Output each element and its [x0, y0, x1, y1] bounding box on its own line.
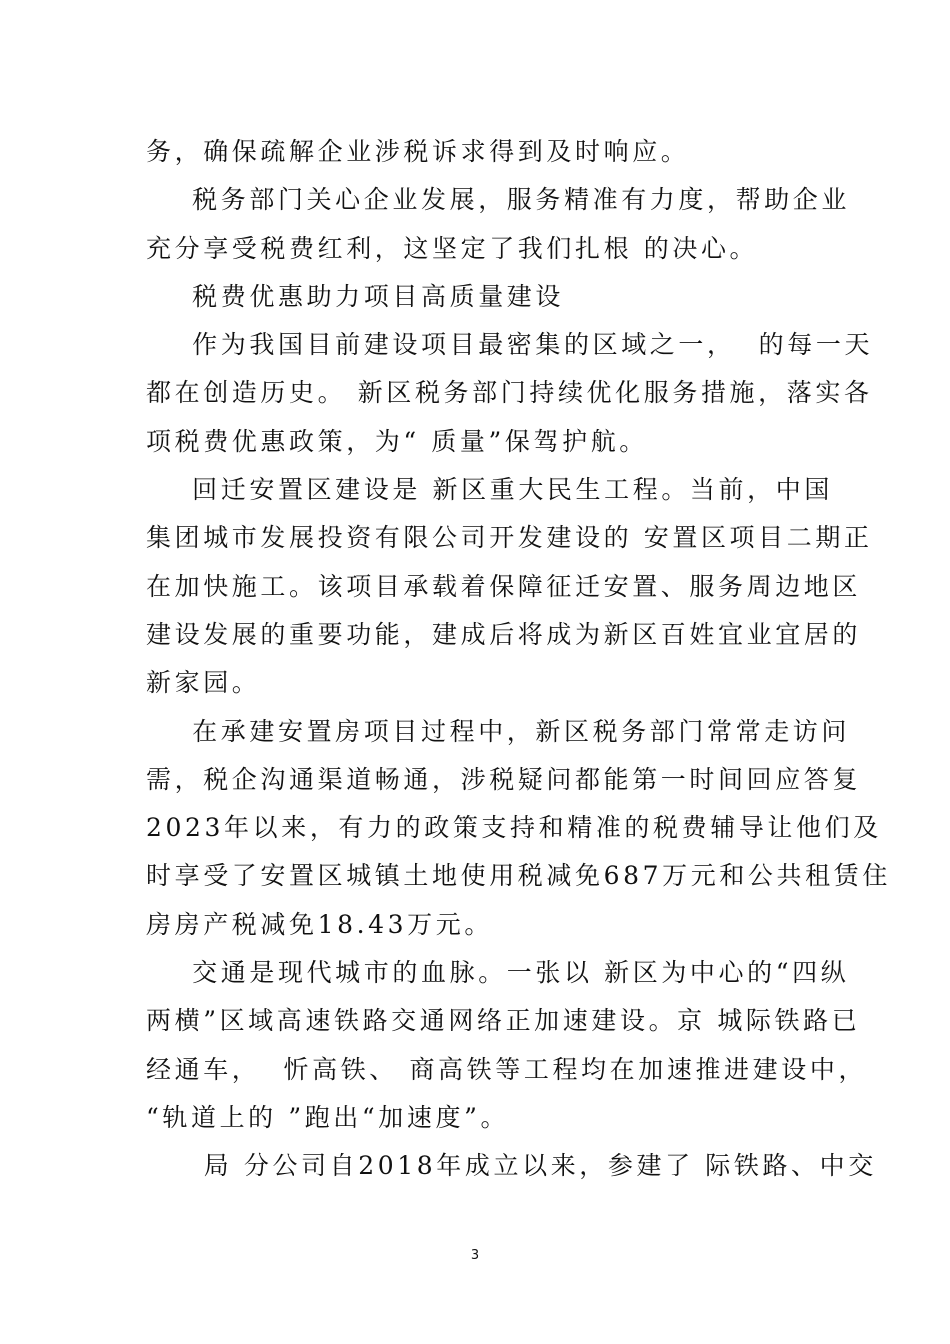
- text-line: 项税费优惠政策，为“ 质量”保驾护航。: [146, 426, 648, 456]
- text-line: “轨道上的 ”跑出“加速度”。: [146, 1102, 510, 1132]
- text-line: 在承建安置房项目过程中，新区税务部门常常走访问: [146, 716, 850, 746]
- text-line: 2023年以来，有力的政策支持和精准的税费辅导让他们及: [146, 813, 882, 843]
- text-line: 新家园。: [146, 668, 261, 698]
- text-line: 两横”区域高速铁路交通网络正加速建设。京 城际铁路已: [146, 1006, 861, 1036]
- body-text: [146, 128, 891, 1191]
- text-line: 局 分公司自2018年成立以来，参建了 际铁路、中交: [146, 1151, 877, 1181]
- text-line: 都在创造历史。 新区税务部门持续优化服务措施，落实各: [146, 378, 873, 408]
- text-line: 在加快施工。该项目承载着保障征迁安置、服务周边地区: [146, 571, 862, 601]
- text-line: 房房产税减免18.43万元。: [146, 909, 493, 939]
- text-line: 经通车， 忻高铁、 商高铁等工程均在加速推进建设中，: [146, 1054, 868, 1084]
- text-line: 交通是现代城市的血脉。一张以 新区为中心的“四纵: [146, 958, 850, 988]
- text-line: 回迁安置区建设是 新区重大民生工程。当前，中国: [146, 475, 833, 505]
- page-number: 3: [470, 1248, 480, 1263]
- text-line: 需，税企沟通渠道畅通，涉税疑问都能第一时间回应答复: [146, 764, 862, 794]
- text-line: 建设发展的重要功能，建成后将成为新区百姓宜业宜居的: [146, 619, 862, 649]
- text-line: 税务部门关心企业发展，服务精准有力度，帮助企业: [146, 185, 850, 215]
- text-line: 充分享受税费红利，这坚定了我们扎根 的决心。: [146, 233, 759, 263]
- text-line: 务，确保疏解企业涉税诉求得到及时响应。: [146, 137, 690, 166]
- text-line: 作为我国目前建设项目最密集的区域之一， 的每一天: [146, 330, 874, 360]
- text-line: 时享受了安置区城镇土地使用税减免687万元和公共租赁住: [146, 861, 891, 891]
- section-heading: 税费优惠助力项目高质量建设: [146, 281, 564, 311]
- text-line: 集团城市发展投资有限公司开发建设的 安置区项目二期正: [146, 523, 873, 553]
